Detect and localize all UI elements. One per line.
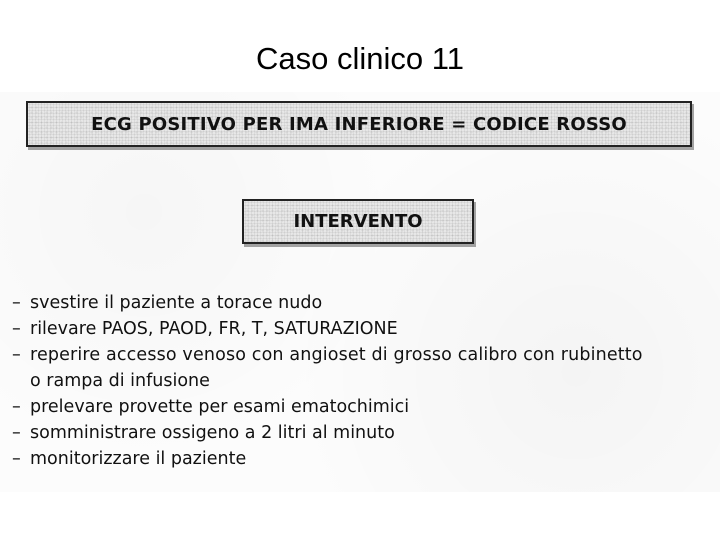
bullet-dash: – — [12, 423, 21, 443]
list-item-continuation — [12, 368, 712, 394]
list-item — [12, 316, 712, 342]
header-box: ECG POSITIVO PER IMA INFERIORE = CODICE ROSSO — [26, 101, 692, 147]
intervention-list — [12, 290, 712, 472]
bullet-dash: – — [12, 319, 21, 339]
list-item — [12, 290, 712, 316]
list-item — [12, 420, 712, 446]
list-item-text: somministrare ossigeno a 2 litri al minuto — [30, 423, 395, 443]
list-item-text: svestire il paziente a torace nudo — [30, 293, 323, 313]
list-item — [12, 446, 712, 472]
bullet-dash: – — [12, 449, 21, 469]
slide-title: Caso clinico 11 — [256, 40, 464, 76]
list-item-text: prelevare provette per esami ematochimici — [30, 397, 410, 417]
bullet-dash: – — [12, 293, 21, 313]
bullet-dash: – — [12, 397, 21, 417]
list-item-text: monitorizzare il paziente — [30, 449, 247, 469]
bullet-dash: – — [12, 345, 21, 365]
list-item-continuation-text: o rampa di infusione — [30, 371, 210, 391]
list-item-text: rilevare PAOS, PAOD, FR, T, SATURAZIONE — [30, 319, 398, 339]
intervento-box: INTERVENTO — [242, 199, 474, 244]
list-item — [12, 394, 712, 420]
list-item — [12, 342, 712, 368]
list-item-text: reperire accesso venoso con angioset di grosso calibro con rubinetto — [30, 345, 643, 365]
